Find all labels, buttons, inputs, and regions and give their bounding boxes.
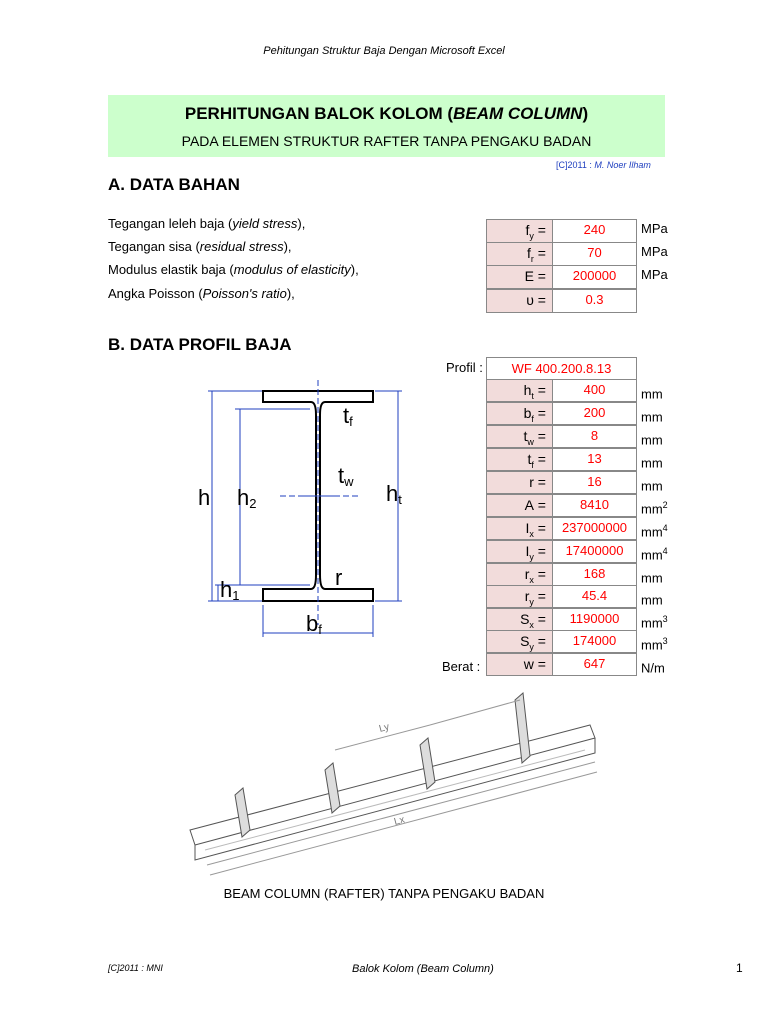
footer-center: Balok Kolom (Beam Column) xyxy=(352,963,494,975)
label-h2-sub: 2 xyxy=(249,496,257,511)
profile-symbol: $b_f$ = xyxy=(486,402,553,425)
unit-text: mm xyxy=(641,432,663,448)
title-italic: BEAM COLUMN xyxy=(453,104,583,123)
profile-unit xyxy=(641,654,665,678)
material-label-italic: modulus of elasticity xyxy=(233,262,351,277)
symbol-sub: x xyxy=(529,619,534,630)
symbol-sub: x xyxy=(529,574,534,585)
symbol-sub: w xyxy=(527,436,534,447)
profile-symbol: $t_w$ = xyxy=(486,425,553,448)
unit-text: mm xyxy=(641,570,663,586)
profile-symbol: $r_x$ = xyxy=(486,563,553,586)
symbol-sub: y xyxy=(529,230,534,241)
symbol-sub: y xyxy=(529,641,534,652)
title-suffix: ) xyxy=(582,104,589,123)
label-tf-sub: f xyxy=(349,414,353,429)
label-tw-sub: w xyxy=(344,474,354,489)
material-label-text: Angka Poisson ( xyxy=(108,286,203,301)
symbol-text: f xyxy=(525,222,530,238)
copyright-author: M. Noer Ilham xyxy=(594,160,651,170)
material-label-end: ), xyxy=(283,239,292,254)
symbol-eq: = xyxy=(533,245,546,261)
label-tw xyxy=(338,463,354,489)
unit-text: mm xyxy=(641,455,663,471)
symbol-text: I xyxy=(525,543,530,559)
i-beam-diagram xyxy=(190,375,430,655)
symbol-sub: f xyxy=(531,413,534,424)
unit-text: mm xyxy=(641,386,663,402)
profile-value: 8 xyxy=(552,425,637,448)
figure-caption: BEAM COLUMN (RAFTER) TANPA PENGAKU BADAN xyxy=(223,886,545,901)
unit-sup: 3 xyxy=(662,636,668,646)
material-value: 70 xyxy=(552,242,637,266)
symbol-text: S xyxy=(520,633,530,649)
symbol-sub: f xyxy=(531,459,534,470)
symbol-text: r xyxy=(529,474,534,490)
profile-unit xyxy=(641,449,663,473)
profile-unit xyxy=(641,631,668,655)
purlin-3 xyxy=(420,738,435,789)
label-ht-sub: t xyxy=(398,492,402,507)
symbol-text: t xyxy=(523,428,528,444)
symbol-text: υ xyxy=(526,292,534,308)
label-bf-sym: b xyxy=(306,611,319,636)
page-number: 1 xyxy=(736,961,743,975)
material-label xyxy=(108,286,295,301)
material-label xyxy=(108,216,305,231)
footer-left: [C]2011 : MNI xyxy=(108,963,163,973)
profile-value: 13 xyxy=(552,448,637,471)
symbol-text: f xyxy=(527,245,531,261)
profile-value: 400 xyxy=(552,379,637,402)
title-prefix: PERHITUNGAN BALOK KOLOM ( xyxy=(184,104,454,123)
rafter-illustration xyxy=(185,690,605,880)
material-symbol xyxy=(486,219,553,243)
material-unit: MPa xyxy=(641,244,668,259)
label-lx: Lx xyxy=(392,814,406,828)
material-label-end: ), xyxy=(350,262,359,277)
profile-value: 8410 xyxy=(552,494,637,517)
profile-value: 174000 xyxy=(552,630,637,653)
material-label-italic: yield stress xyxy=(232,216,298,231)
profile-unit xyxy=(641,426,663,450)
profile-unit xyxy=(641,586,663,610)
symbol-text: w xyxy=(523,656,534,672)
unit-text: N/m xyxy=(641,660,665,676)
material-label-italic: residual stress xyxy=(199,239,284,254)
label-bf xyxy=(306,611,322,637)
profile-unit xyxy=(641,380,663,404)
unit-text: mm xyxy=(641,592,663,608)
purlin-1 xyxy=(235,788,250,837)
material-unit: MPa xyxy=(641,221,668,236)
symbol-text: r xyxy=(524,588,530,604)
profile-symbol: $I_x$ = xyxy=(486,517,553,540)
material-value: 0.3 xyxy=(552,289,637,313)
material-value: 200000 xyxy=(552,265,637,289)
profile-symbol: $h_t$ = xyxy=(486,379,553,402)
profile-value: 647 xyxy=(552,653,637,676)
profile-symbol: $r_y$ = xyxy=(486,585,553,608)
profile-symbol: r = xyxy=(486,471,553,494)
label-h1 xyxy=(220,577,239,603)
label-r: r xyxy=(335,565,343,590)
section-b-title: B. DATA PROFIL BAJA xyxy=(108,335,292,354)
profile-unit xyxy=(641,472,663,496)
label-tw-sym: t xyxy=(338,463,345,488)
material-label-text: Tegangan sisa ( xyxy=(108,239,200,254)
profile-symbol: w = xyxy=(486,653,553,676)
profile-unit xyxy=(641,518,668,542)
material-label-text: Tegangan leleh baja ( xyxy=(108,216,233,231)
unit-text: mm xyxy=(641,547,663,563)
unit-sup: 3 xyxy=(662,614,668,624)
profile-unit xyxy=(641,609,668,633)
material-label-text: Modulus elastik baja ( xyxy=(108,262,234,277)
label-ht xyxy=(386,481,402,507)
symbol-text: r xyxy=(524,566,530,582)
profile-value: 17400000 xyxy=(552,540,637,563)
profile-value: 200 xyxy=(552,402,637,425)
symbol-text: h xyxy=(523,382,532,398)
profile-symbol: A = xyxy=(486,494,553,517)
profile-unit xyxy=(641,403,663,427)
label-h: h xyxy=(198,485,211,510)
material-label-end: ), xyxy=(286,286,295,301)
material-label-end: ), xyxy=(297,216,306,231)
label-tf xyxy=(343,403,353,429)
profile-value: 45.4 xyxy=(552,585,637,608)
symbol-sub: y xyxy=(529,551,534,562)
subtitle: PADA ELEMEN STRUKTUR RAFTER TANPA PENGAKU BADAN xyxy=(181,133,592,149)
profile-symbol: $I_y$ = xyxy=(486,540,553,563)
symbol-text: E xyxy=(524,268,534,284)
copyright-year: [C]2011 : xyxy=(556,160,595,170)
material-value: 240 xyxy=(552,219,637,243)
symbol-eq: = xyxy=(533,268,546,284)
material-unit: MPa xyxy=(641,267,668,282)
profile-value: 1190000 xyxy=(552,608,637,631)
label-bf-sub: f xyxy=(318,622,322,637)
label-ly: Ly xyxy=(377,721,391,735)
profile-unit xyxy=(641,495,668,519)
rafter-beam xyxy=(190,725,595,845)
symbol-sub: t xyxy=(531,390,534,401)
label-h2-sym: h xyxy=(237,485,250,510)
profile-value: 16 xyxy=(552,471,637,494)
profile-value: 237000000 xyxy=(552,517,637,540)
material-symbol xyxy=(486,242,553,266)
unit-sup: 4 xyxy=(662,523,668,533)
symbol-eq: = xyxy=(533,292,546,308)
profil-value: WF 400.200.8.13 xyxy=(486,357,637,380)
unit-text: mm xyxy=(641,615,663,631)
label-h1-sub: 1 xyxy=(232,588,240,603)
symbol-sub: r xyxy=(530,253,534,264)
symbol-text: t xyxy=(527,451,532,467)
profile-unit xyxy=(641,541,668,565)
label-tf-sym: t xyxy=(343,403,350,428)
section-a-title: A. DATA BAHAN xyxy=(108,175,240,194)
label-h2 xyxy=(237,485,256,511)
purlin-4 xyxy=(515,693,530,763)
berat-label: Berat : xyxy=(442,659,481,674)
material-label-italic: Poisson's ratio xyxy=(202,286,287,301)
profile-symbol: $S_x$ = xyxy=(486,608,553,631)
material-symbol xyxy=(486,289,553,313)
unit-text: mm xyxy=(641,478,663,494)
main-title xyxy=(108,104,665,124)
purlin-2 xyxy=(325,763,340,813)
title-box xyxy=(108,95,665,157)
label-ht-sym: h xyxy=(386,481,399,506)
unit-sup: 2 xyxy=(662,500,668,510)
unit-text: mm xyxy=(641,637,663,653)
symbol-sub: x xyxy=(529,528,534,539)
document-header: Pehitungan Struktur Baja Dengan Microsoft Excel xyxy=(263,45,505,57)
symbol-text: I xyxy=(525,520,530,536)
profile-symbol: $t_f$ = xyxy=(486,448,553,471)
profil-label: Profil : xyxy=(446,360,483,375)
symbol-sub: y xyxy=(529,596,534,607)
symbol-text: A xyxy=(524,497,534,513)
unit-sup: 4 xyxy=(662,546,668,556)
unit-text: mm xyxy=(641,524,663,540)
profile-value: 168 xyxy=(552,563,637,586)
material-label xyxy=(108,239,292,254)
symbol-eq: = xyxy=(533,222,546,238)
profile-unit xyxy=(641,564,663,588)
unit-text: mm xyxy=(641,501,663,517)
material-symbol xyxy=(486,265,553,289)
copyright xyxy=(556,160,651,170)
symbol-text: S xyxy=(520,611,530,627)
label-h1-sym: h xyxy=(220,577,233,602)
profile-symbol: $S_y$ = xyxy=(486,630,553,653)
material-label xyxy=(108,262,359,277)
symbol-text: b xyxy=(523,405,532,421)
unit-text: mm xyxy=(641,409,663,425)
